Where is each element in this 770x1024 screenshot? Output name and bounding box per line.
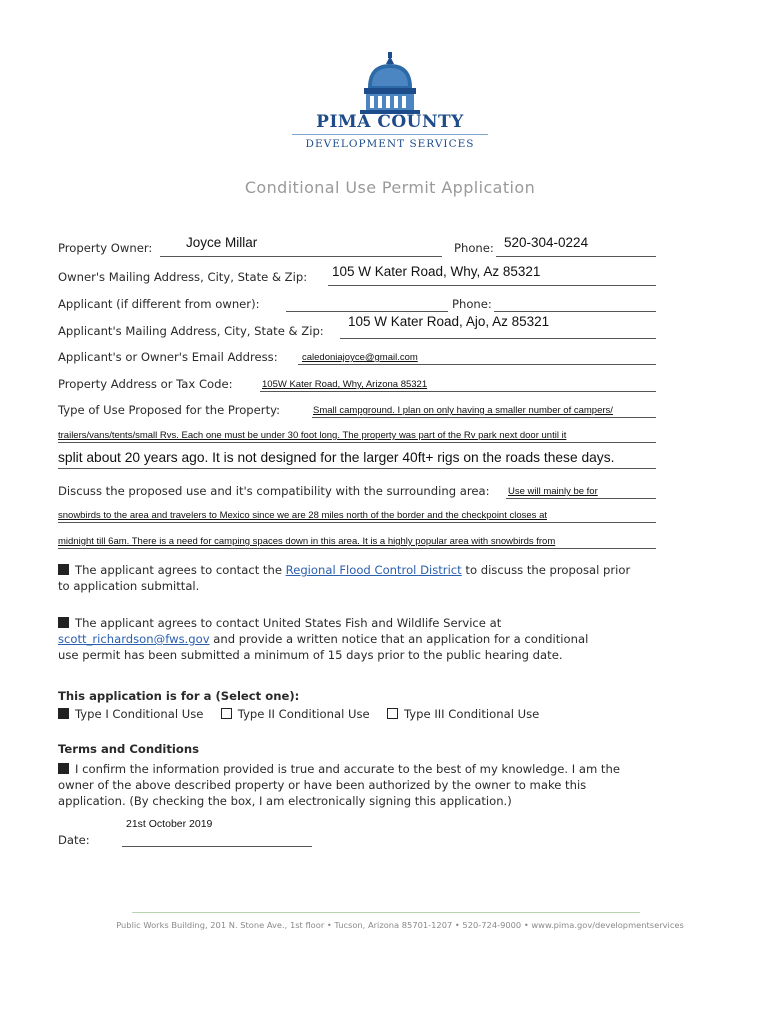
owner-address-value[interactable]: 105 W Kater Road, Why, Az 85321 [332, 264, 541, 279]
email-label: Applicant's or Owner's Email Address: [58, 350, 278, 364]
use-text-line-1[interactable]: Small campground. I plan on only having a smaller number of campers/ [313, 405, 613, 416]
terms-line-2: owner of the above described property or have been authorized by the owner to make this [58, 778, 587, 792]
owner-line [160, 256, 442, 257]
terms-text [58, 761, 678, 809]
owner-address-line [328, 285, 656, 286]
flood-agreement [58, 562, 678, 594]
use-line-1 [312, 417, 656, 418]
owner-label: Property Owner: [58, 241, 153, 255]
flood-agreement-checkbox[interactable] [58, 564, 69, 575]
type-1-label: Type I Conditional Use [75, 707, 204, 721]
discuss-line-2 [58, 522, 656, 523]
discuss-text-line-3[interactable]: midnight till 6am. There is a need for camping spaces down in this area. It is a highly popular area with snowbirds from [58, 536, 556, 547]
type-3-label: Type III Conditional Use [404, 707, 540, 721]
applicant-address-label: Applicant's Mailing Address, City, State & Zip: [58, 324, 324, 338]
use-text-line-2[interactable]: trailers/vans/tents/small Rvs. Each one must be under 30 foot long. The property was part of the Rv park next door until it [58, 430, 567, 441]
fws-agreement-checkbox[interactable] [58, 617, 69, 628]
applicant-address-value[interactable]: 105 W Kater Road, Ajo, Az 85321 [348, 314, 550, 329]
fws-agreement-text-2: and provide a written notice that an application for a conditional [213, 632, 589, 646]
phone-label: Phone: [454, 241, 494, 255]
discuss-line-3 [58, 548, 656, 549]
applicant-label: Applicant (if different from owner): [58, 297, 260, 311]
use-label: Type of Use Proposed for the Property: [58, 403, 281, 417]
discuss-text-line-1[interactable]: Use will mainly be for [508, 486, 598, 497]
property-label: Property Address or Tax Code: [58, 377, 233, 391]
fws-email-link[interactable]: scott_richardson@fws.gov [58, 632, 210, 646]
footer-address: Public Works Building, 201 N. Stone Ave., 1st floor • Tucson, Arizona 85701-1207 • 520-724-9000 • www.pima.gov/developmentservices [116, 920, 684, 930]
fws-agreement [58, 615, 678, 663]
phone-line [496, 256, 656, 257]
fws-agreement-line-3: use permit has been submitted a minimum of 15 days prior to the public hearing date. [58, 648, 563, 662]
use-text-line-3[interactable]: split about 20 years ago. It is not designed for the larger 40ft+ rigs on the roads these days. [58, 450, 615, 465]
org-name: PIMA COUNTY [316, 112, 464, 132]
owner-address-label: Owner's Mailing Address, City, State & Zip: [58, 270, 308, 284]
applicant-address-line [340, 338, 656, 339]
flood-agreement-text: The applicant agrees to contact the [75, 563, 282, 577]
type-1-checkbox[interactable] [58, 708, 69, 719]
footer-divider [132, 912, 640, 913]
selection-heading: This application is for a (Select one): [58, 689, 300, 703]
discuss-line-1 [506, 498, 656, 499]
document-title: Conditional Use Permit Application [244, 178, 536, 197]
terms-line-3: application. (By checking the box, I am electronically signing this application.) [58, 794, 512, 808]
terms-line-1: I confirm the information provided is true and accurate to the best of my knowledge. I am the [75, 762, 620, 776]
date-line [122, 846, 312, 847]
fws-agreement-text: The applicant agrees to contact United States Fish and Wildlife Service at [75, 616, 502, 630]
org-subtitle: DEVELOPMENT SERVICES [305, 138, 475, 150]
org-divider [292, 134, 488, 135]
owner-value[interactable]: Joyce Millar [186, 235, 258, 250]
terms-checkbox[interactable] [58, 763, 69, 774]
discuss-text-line-2[interactable]: snowbirds to the area and travelers to Mexico since we are 28 miles north of the border and the checkpoint closes at [58, 510, 547, 521]
email-value[interactable]: caledoniajoyce@gmail.com [302, 352, 418, 363]
terms-heading: Terms and Conditions [58, 742, 200, 756]
type-3-checkbox[interactable] [387, 708, 398, 719]
type-2-label: Type II Conditional Use [237, 707, 370, 721]
date-label: Date: [58, 833, 90, 847]
applicant-phone-line [494, 311, 656, 312]
applicant-line [286, 311, 448, 312]
property-line [260, 391, 656, 392]
flood-agreement-line-2: to application submittal. [58, 579, 200, 593]
use-line-2 [58, 442, 656, 443]
email-line [298, 364, 656, 365]
use-line-3 [58, 468, 656, 469]
discuss-label: Discuss the proposed use and it's compatibility with the surrounding area: [58, 484, 490, 498]
applicant-phone-label: Phone: [452, 297, 492, 311]
type-2-checkbox[interactable] [221, 708, 232, 719]
type-options [58, 706, 539, 722]
flood-agreement-text-end: to discuss the proposal prior [465, 563, 631, 577]
regional-flood-control-link[interactable]: Regional Flood Control District [285, 563, 462, 577]
date-value[interactable]: 21st October 2019 [126, 818, 213, 830]
phone-value[interactable]: 520-304-0224 [504, 235, 589, 250]
property-value[interactable]: 105W Kater Road, Why, Arizona 85321 [262, 379, 428, 390]
